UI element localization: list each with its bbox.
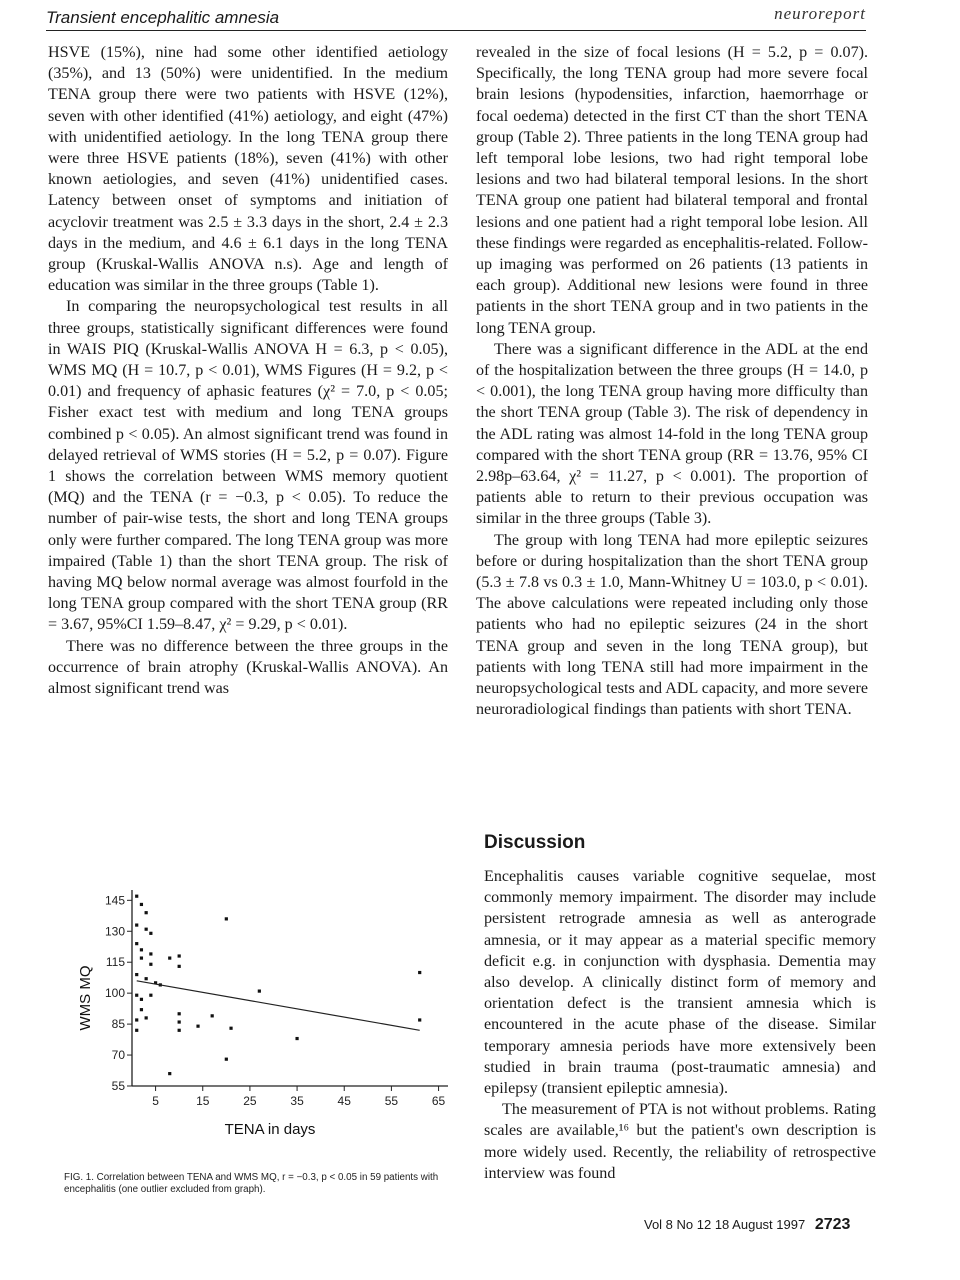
data-point	[140, 903, 143, 906]
data-point	[135, 942, 138, 945]
y-tick-label: 55	[111, 1079, 125, 1093]
page-number: 2723	[814, 1216, 851, 1233]
scatter-chart	[60, 880, 460, 1140]
data-point	[140, 1008, 143, 1011]
y-tick-label: 115	[105, 955, 125, 970]
data-point	[145, 911, 148, 914]
data-point	[295, 1037, 298, 1040]
figure-1	[60, 880, 460, 1140]
paragraph: In comparing the neuropsychological test results in all three groups, statistically significant differences were found in WAIS PIQ (Kruskal-Wallis ANOVA H = 6.3, p < 0.05), WMS MQ (H = 10.7, p < 0.01), WMS Figures (H = 9.2, p < 0.01) and frequency of aphasic features (χ² = 7.0, p < 0.05; Fisher exact test with medium and long TENA groups combined p < 0.05). An almost significant trend was found in delayed retrieval of WMS stories (H = 5.2, p = 0.07). Figure 1 shows the correlation between WMS memory quotient (MQ) and the TENA (r = −0.3, p < 0.05). To reduce the number of pair-wise tests, the short and long TENA groups only were further compared. The long TENA group was more impaired (Table 1) than the short TENA group. The risk of having MQ below normal average was almost fourfold in the long TENA group compared with the short TENA group (RR = 3.67, 95%CI 1.59–8.47, χ² = 9.29, p < 0.01).	[48, 298, 448, 634]
data-point	[135, 994, 138, 997]
journal-logo: neuroreport	[774, 4, 866, 23]
data-point	[418, 971, 421, 974]
running-title: Transient encephalitic amnesia	[46, 8, 280, 27]
x-tick-label: 65	[431, 1094, 446, 1108]
left-column	[48, 42, 448, 699]
data-point	[145, 1016, 148, 1019]
y-tick-label: 145	[104, 893, 125, 908]
data-point	[168, 956, 171, 959]
data-point	[225, 917, 228, 920]
data-point	[418, 1018, 421, 1021]
paragraph: The group with long TENA had more epileptic seizures before or during hospitalization than the short TENA group (5.3 ± 7.8 vs 0.3 ± 1.0, Mann-Whitney U = 103.0, p < 0.01). The above calculations were repeated including only those patients who had no epileptic seizures (24 in the short TENA group and seven in the long TENA group), but patients with long TENA still had more impairment in the neuropsychological tests and ADL capacity, and more severe neuroradiological findings than patients with short TENA.	[476, 531, 868, 719]
data-point	[178, 954, 181, 957]
y-axis-label: WMS MQ	[77, 965, 94, 1031]
data-point	[135, 973, 138, 976]
y-tick-label: 70	[111, 1048, 125, 1063]
x-tick-label: 35	[290, 1094, 304, 1108]
issue-info: Vol 8 No 12 18 August 1997	[644, 1217, 806, 1232]
data-point	[149, 963, 152, 966]
paragraph: HSVE (15%), nine had some other identified aetiology (35%), and 13 (50%) were unidentified. In the medium TENA group there were two patients with HSVE (12%), seven with other identified (41%) aetiology, and eight (47%) with unidentified aetiology. In the long TENA group there were three HSVE patients (18%), seven (41%) with other known aetiologies, and seven (41%) unidentified cases. Latency between onset of symptoms and initiation of acyclovir treatment was 2.5 ± 3.3 days in the short, 2.4 ± 2.3 days in the medium, and 4.6 ± 6.1 days in the long TENA group (Kruskal-Wallis ANOVA n.s). Age and length of education was similar in the three groups (Table 1).	[48, 44, 448, 295]
data-point	[178, 1029, 181, 1032]
data-point	[149, 994, 152, 997]
data-point	[225, 1058, 228, 1061]
data-point	[229, 1027, 232, 1030]
data-point	[140, 948, 143, 951]
data-point	[258, 989, 261, 992]
section-heading-discussion: Discussion	[484, 832, 586, 853]
paragraph: revealed in the size of focal lesions (H = 5.2, p = 0.07). Specifically, the long TENA group had more severe focal brain lesions (hypodensities, infarction, haemorrhage or focal oedema) detected in the first CT than the short TENA group (Table 2). Three patients in the long TENA group had left temporal lobe lesions, two had right temporal lobe lesions and two had bilateral temporal lesions. In the short TENA group one patient had bilateral temporal and frontal lesions and one patient had a right temporal lobe lesion. All these findings were regarded as encephalitis-related. Follow-up imaging was performed on 26 patients (13 patients in each group). Additional new lesions were found in three patients in the short TENA group and in two patients in the long TENA group.	[476, 44, 868, 337]
data-point	[145, 928, 148, 931]
paragraph: Encephalitis causes variable cognitive sequelae, most commonly memory impairment. The disorder may include persistent retrograde amnesia as well as anterograde amnesia, or it may appear as a material specific memory deficit e.g. in conjunction with dysphasia. Dementia may also develop. A clinically distinct form of memory and orientation defect is the transient amnesia which is encountered in the acute phase of the disease. Similar temporary amnesia periods have more extensively been studied in brain trauma (post-traumatic amnesia) and epilepsy (transient epileptic amnesia).	[484, 868, 876, 1098]
paragraph: The measurement of PTA is not without problems. Rating scales are available,¹⁶ but the patient's own description is more widely used. Recently, the reliability of retrospective interview was found	[484, 1101, 876, 1182]
x-tick-label: 25	[243, 1094, 257, 1108]
data-point	[135, 1018, 138, 1021]
data-point	[135, 895, 138, 898]
x-tick-label: 15	[196, 1094, 210, 1108]
right-column	[476, 42, 868, 721]
running-header	[46, 6, 866, 31]
data-point	[149, 952, 152, 955]
paragraph: There was a significant difference in the ADL at the end of the hospitalization between the three groups (H = 14.0, p < 0.001), the long TENA group having more difficulty than the short TENA group (Table 3). The risk of dependency in the ADL rating was almost 14-fold in the long TENA group compared with the short TENA group (RR = 13.76, 95% CI 2.98p–63.64, χ² = 11.27, p < 0.001). The proportion of patients able to return to their previous occupation was similar in the three groups (Table 3).	[476, 340, 868, 528]
page-footer	[644, 1216, 850, 1234]
y-tick-label: 100	[104, 986, 125, 1001]
paragraph: There was no difference between the three groups in the occurrence of brain atrophy (Kruskal-Wallis ANOVA). An almost significant trend was	[48, 637, 448, 698]
data-point	[178, 1012, 181, 1015]
figure-caption: FIG. 1. Correlation between TENA and WMS MQ, r = −0.3, p < 0.05 in 59 patients with encephalitis (one outlier excluded from graph).	[64, 1172, 439, 1195]
data-point	[178, 1020, 181, 1023]
data-point	[211, 1014, 214, 1017]
data-point	[168, 1072, 171, 1075]
x-tick-label: 45	[337, 1094, 351, 1108]
data-point	[140, 998, 143, 1001]
data-point	[145, 977, 148, 980]
y-tick-label: 130	[104, 924, 125, 939]
data-point	[135, 1029, 138, 1032]
x-tick-label: 55	[384, 1094, 399, 1108]
y-tick-label: 85	[111, 1017, 125, 1032]
data-point	[135, 923, 138, 926]
x-tick-label: 5	[152, 1094, 159, 1108]
x-axis-label: TENA in days	[224, 1121, 316, 1138]
data-point	[140, 956, 143, 959]
data-point	[196, 1025, 199, 1028]
data-point	[149, 932, 152, 935]
data-point	[178, 965, 181, 968]
discussion-body	[484, 866, 876, 1184]
